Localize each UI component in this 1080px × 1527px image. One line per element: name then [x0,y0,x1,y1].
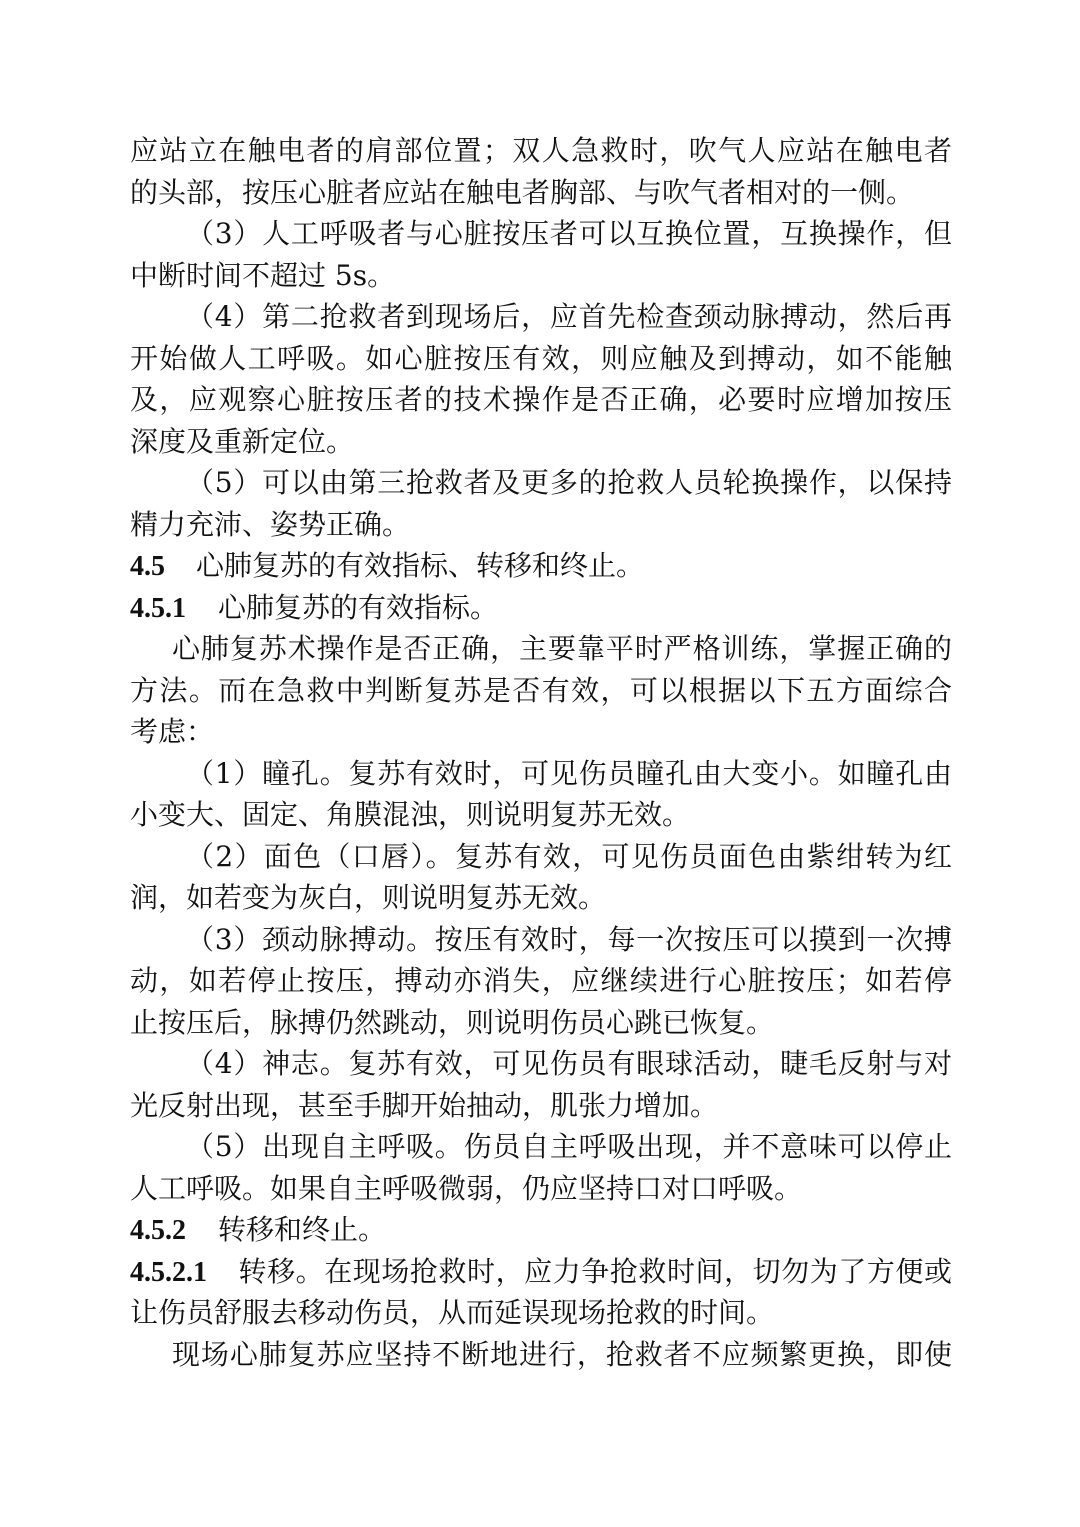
text-line: （4）第二抢救者到现场后，应首先检查颈动脉搏动，然后再 [186,300,952,333]
section-number: 4.5.2.1 [130,1256,207,1288]
text-line: 光反射出现，甚至手脚开始抽动，肌张力增加。 [130,1088,719,1122]
paragraph-indicator-1 [130,753,952,836]
text-line: 应站立在触电者的肩部位置；双人急救时，吹气人应站在触电者 [130,134,952,167]
section-4-5-2-1 [130,1251,952,1334]
text-line [130,1251,952,1293]
text-line: 中断时间不超过 5s。 [130,258,396,292]
text-line: 止按压后，脉搏仍然跳动，则说明伤员心跳已恢复。 [130,1005,775,1039]
paragraph-indicator-4 [130,1043,952,1126]
text-line: 人工呼吸。如果自主呼吸微弱，仍应坚持口对口呼吸。 [130,1171,803,1205]
text-line: 深度及重新定位。 [130,424,355,458]
section-text: 转移。在现场抢救时，应力争抢救时间，切勿为了方便或 [238,1254,952,1288]
paragraph-indicator-5 [130,1126,952,1209]
text-line: （3）人工呼吸者与心脏按压者可以互换位置，互换操作，但 [186,217,952,250]
text-line: 开始做人工呼吸。如心脏按压有效，则应触及到搏动，如不能触 [130,341,952,375]
section-number: 4.5.2 [130,1215,186,1246]
text-line: 方法。而在急救中判断复苏是否有效，可以根据以下五方面综合 [130,673,952,707]
paragraph-indicator-3 [130,919,952,1044]
text-line: 动，如若停止按压，搏动亦消失，应继续进行心脏按压；如若停 [130,964,952,997]
text-line: （5）可以由第三抢救者及更多的抢救人员轮换操作，以保持 [186,466,952,499]
text-line: （2）面色（口唇）。复苏有效，可见伤员面色由紫绀转为红 [186,839,952,873]
text-line: 考虑： [130,715,215,748]
section-number: 4.5.1 [130,592,186,624]
text-line: 精力充沛、姿势正确。 [130,507,411,541]
section-title: 心肺复苏的有效指标。 [218,590,499,624]
text-line: （4）神志。复苏有效，可见伤员有眼球活动，睫毛反射与对 [186,1047,952,1080]
section-number: 4.5 [130,551,165,582]
section-heading-4-5-2 [130,1209,952,1251]
paragraph-intro [130,628,952,753]
section-title: 转移和终止。 [218,1213,387,1246]
text-line: 让伤员舒服去移动伤员，从而延误现场抢救的时间。 [130,1296,775,1329]
text-line: （3）颈动脉搏动。按压有效时，每一次按压可以摸到一次搏 [186,922,952,956]
paragraph-item-3 [130,213,952,296]
text-line: 心肺复苏术操作是否正确，主要靠平时严格训练，掌握正确的 [172,632,952,665]
text-line: （5）出现自主呼吸。伤员自主呼吸出现，并不意味可以停止 [186,1130,952,1163]
paragraph-position-continued [130,130,952,213]
section-heading-4-5 [130,545,952,587]
text-line: 的头部，按压心脏者应站在触电者胸部、与吹气者相对的一侧。 [130,175,915,209]
text-line: 及，应观察心脏按压者的技术操作是否正确，必要时应增加按压 [130,383,952,416]
text-line: 润，如若变为灰白，则说明复苏无效。 [130,881,607,914]
document-page [130,130,952,1375]
text-line: 现场心肺复苏应坚持不断地进行，抢救者不应频繁更换，即使 [172,1337,952,1371]
text-line: （1）瞳孔。复苏有效时，可见伤员瞳孔由大变小。如瞳孔由 [186,756,952,790]
paragraph-item-4 [130,296,952,462]
section-heading-4-5-1 [130,587,952,629]
paragraph-item-5 [130,462,952,545]
text-line: 小变大、固定、角膜混浊，则说明复苏无效。 [130,798,691,831]
paragraph-cpr-continuous [130,1334,952,1376]
paragraph-indicator-2 [130,836,952,919]
section-title: 心肺复苏的有效指标、转移和终止。 [196,549,645,582]
